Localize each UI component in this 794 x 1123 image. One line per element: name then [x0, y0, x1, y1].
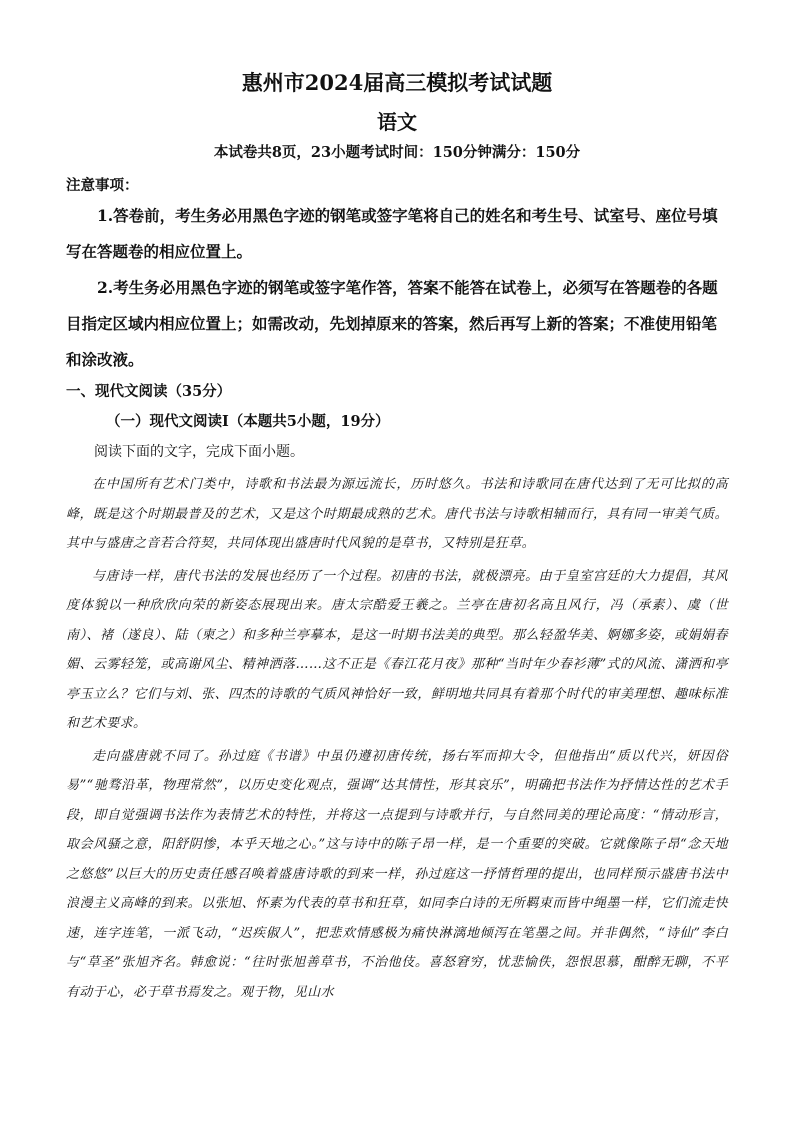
exam-info: 本试卷共8页，23小题考试时间：150分钟满分：150分 — [213, 144, 581, 161]
notice-item-2: 2.考生务必用黑色字迹的钢笔或签字笔作答，答案不能答在试卷上，必须写在答题卷的各题目指定区域内相应位置上；如需改动，先划掉原来的答案，然后再写上新的答案；不准使用铅笔和涂改液。 — [66, 278, 718, 369]
subsection-heading-reading-1: （一）现代文阅读Ⅰ（本题共5小题，19分） — [106, 413, 390, 430]
subject-title: 语文 — [377, 110, 417, 134]
exam-title: 惠州市2024届高三模拟考试试题 — [241, 70, 553, 95]
notice-heading: 注意事项： — [66, 177, 139, 194]
passage-paragraph-1: 在中国所有艺术门类中，诗歌和书法最为源远流长，历时悠久。书法和诗歌同在唐代达到了无可比拟的高峰，既是这个时期最普及的艺术，又是这个时期最成熟的艺术。唐代书法与诗歌相辅而行，具有同一审美气质。其中与盛唐之音若合符契，共同体现出盛唐时代风貌的是草书，又特别是狂草。 — [66, 477, 728, 551]
passage-paragraph-3: 走向盛唐就不同了。孙过庭《书谱》中虽仍遵初唐传统，扬右军而抑大令，但他指出“质以代兴，妍因俗易”“驰骛沿革，物理常然”，以历史变化观点，强调“达其情性，形其哀乐”，明确把书法作为抒情达性的艺术手段，即自觉强调书法作为表情艺术的特性，并将这一点提到与诗歌并行，与自然同美的理论高度：“情动形言，取会风骚之意，阳舒阴惨，本乎天地之心。”这与诗中的陈子昂一样，是一个重要的突破。它就像陈子昂“念天地之悠悠”以巨大的历史责任感召唤着盛唐诗歌的到来一样，孙过庭这一抒情哲理的提出，也同样预示盛唐书法中浪漫主义高峰的到来。以张旭、怀素为代表的草书和狂草，如同李白诗的无所羁束而皆中绳墨一样，它们流走快速，连字连笔，一派飞动，“迟疾俶人”，把悲欢情感极为痛快淋漓地倾泻在笔墨之间。并非偶然，“诗仙”李白与“草圣”张旭齐名。韩愈说：“往时张旭善草书，不治他伎。喜怒窘穷，忧悲愉佚，怨恨思慕，酣醉无聊，不平有动于心，必于草书焉发之。观于物，见山水 — [66, 748, 728, 1000]
notice-item-1: 1.答卷前，考生务必用黑色字迹的钢笔或签字笔将自己的姓名和考生号、试室号、座位号填写在答题卷的相应位置上。 — [66, 206, 718, 261]
reading-passage — [66, 470, 728, 1007]
reading-instruction: 阅读下面的文字，完成下面小题。 — [94, 444, 304, 460]
section-heading-modern-reading: 一、现代文阅读（35分） — [66, 383, 232, 400]
passage-paragraph-2: 与唐诗一样，唐代书法的发展也经历了一个过程。初唐的书法，就极漂亮。由于皇室宫廷的大力提倡，其风度体貌以一种欣欣向荣的新姿态展现出来。唐太宗酷爱王羲之。兰亭在唐初名高且风行，冯（承素）、虞（世南）、褚（遂良）、陆（柬之）和多种兰亭摹本，是这一时期书法美的典型。那么轻盈华美、婀娜多姿，或娟娟春媚、云雾轻笼，或高谢风尘、精神洒落……这不正是《春江花月夜》那种“当时年少春衫薄”式的风流、潇洒和亭亭玉立么？它们与刘、张、四杰的诗歌的气质风神恰好一致，鲜明地共同具有着那个时代的审美理想、趣味标准和艺术要求。 — [66, 568, 728, 731]
